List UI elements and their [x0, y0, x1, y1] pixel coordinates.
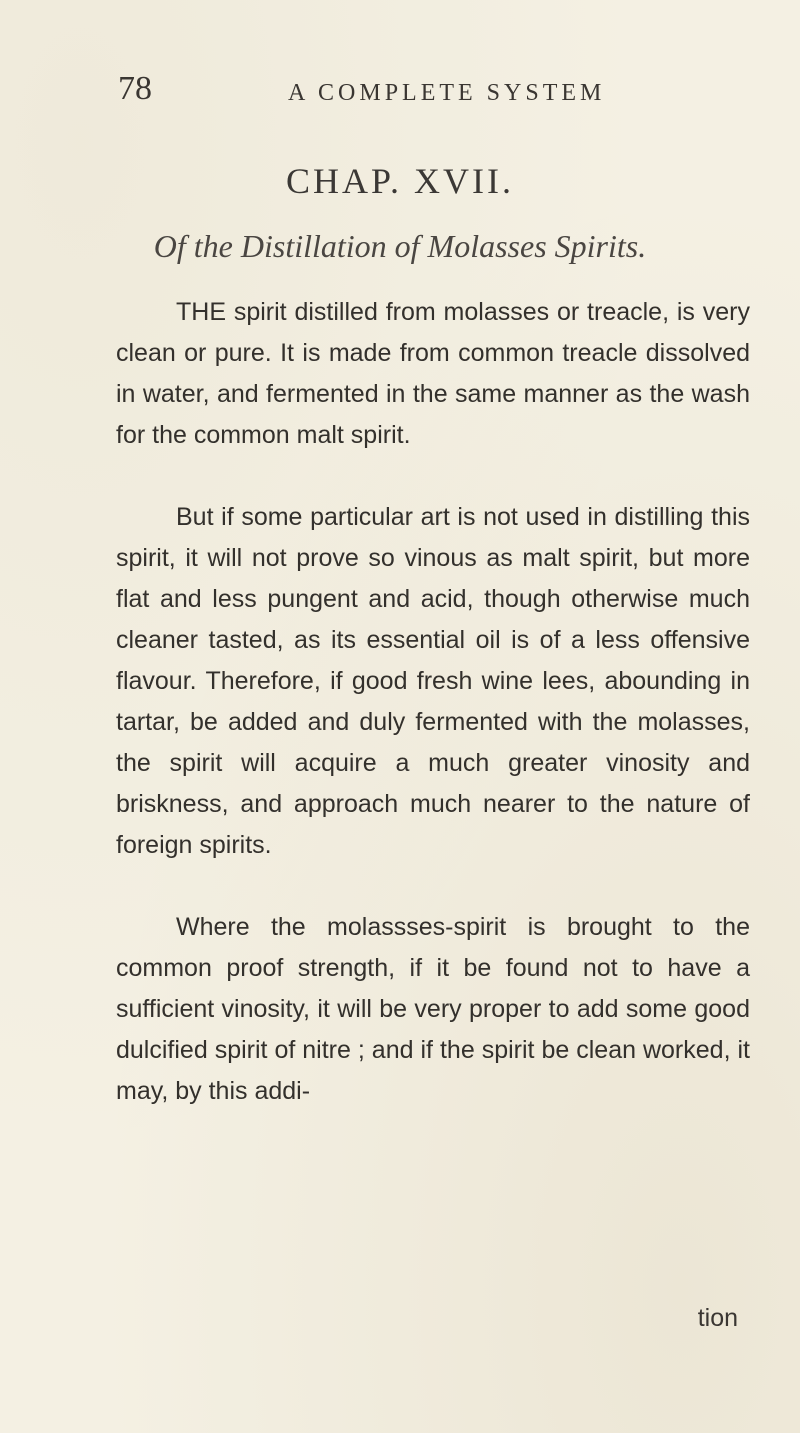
paragraph: THE spirit distilled from molasses or treacle, is very clean or pure. It is made from common treacle dissolved in water, and fermented in the same manner as the wash for the common malt spirit.: [116, 298, 750, 449]
page-number: 78: [118, 70, 152, 107]
chapter-heading: CHAP. XVII.: [285, 161, 514, 201]
body-text: [116, 292, 750, 1112]
chapter-subtitle: Of the Distillation of Molasses Spirits.: [153, 228, 647, 264]
running-head: [118, 70, 738, 114]
paragraph: Where the molassses-spirit is brought to the common proof strength, if it be found not to have a sufficient vinosity, it will be very proper to add some good dulcified spirit of nitre ; and if the spirit be clean worked, it may, by this addi-: [116, 913, 750, 1105]
running-title: A COMPLETE SYSTEM: [288, 80, 606, 106]
catchword: tion: [697, 1304, 738, 1332]
paragraph: But if some particular art is not used in distilling this spirit, it will not prove so vinous as malt spirit, but more flat and less pungent and acid, though otherwise much cleaner tasted, as its essential oil is of a less offensive flavour. Therefore, if good fresh wine lees, abounding in tartar, be added and duly fermented with the molasses, the spirit will acquire a much greater vinosity and briskness, and approach much nearer to the nature of foreign spirits.: [116, 503, 750, 859]
